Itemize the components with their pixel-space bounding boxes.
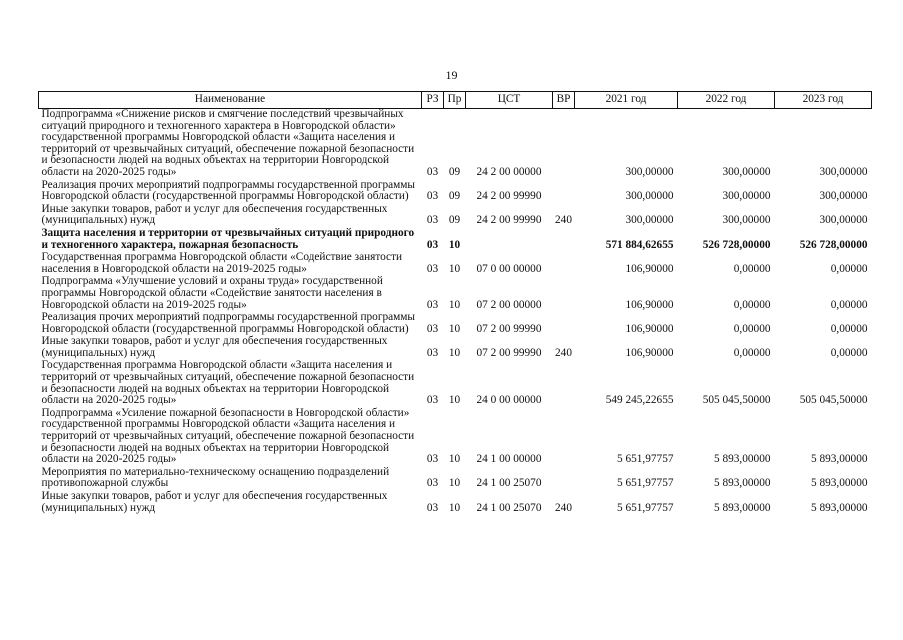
table-row — [39, 467, 872, 491]
row-2021: 571 884,62655 — [605, 238, 674, 251]
row-cst: 07 2 00 99990 — [476, 346, 542, 359]
table-row — [39, 336, 872, 360]
row-cst — [466, 228, 553, 252]
row-name: Защита населения и территории от чрезвычайных ситуаций природного и техногенного характера, пожарная безопасность — [41, 226, 415, 251]
table-row-section — [39, 228, 872, 252]
row-pr: 10 — [448, 394, 461, 407]
row-name: Государственная программа Новгородской области «Защита населения и территорий от чрезвычайных ситуаций, обеспечение пожарной безопасности и безопасности людей на водных объектах на территории Новгородской области на 2020-2025 годы» — [41, 359, 415, 407]
row-pr: 10 — [448, 453, 461, 466]
row-2021: 300,00000 — [625, 214, 674, 227]
row-2021: 300,00000 — [625, 165, 674, 178]
row-2022: 505 045,50000 — [702, 394, 771, 407]
row-2021: 106,90000 — [625, 298, 674, 311]
row-name: Иные закупки товаров, работ и услуг для обеспечения государственных (муниципальных) нужд — [41, 490, 388, 514]
row-2021: 106,90000 — [625, 322, 674, 335]
row-2022: 300,00000 — [722, 214, 771, 227]
row-vr — [553, 180, 575, 204]
header-2021: 2021 год — [575, 92, 678, 109]
row-vr: 240 — [555, 501, 572, 514]
table-row — [39, 252, 872, 276]
row-vr — [553, 408, 575, 467]
row-cst: 07 2 00 00000 — [476, 298, 542, 311]
row-2021: 106,90000 — [625, 262, 674, 275]
table-header-row — [39, 92, 872, 109]
row-2022: 0,00000 — [733, 322, 771, 335]
row-rz: 03 — [426, 190, 439, 203]
row-rz: 03 — [426, 477, 439, 490]
row-pr: 10 — [448, 238, 461, 251]
row-2022: 0,00000 — [733, 262, 771, 275]
row-2021: 5 651,97757 — [617, 477, 674, 490]
row-name: Подпрограмма «Снижение рисков и смягчение последствий чрезвычайных ситуаций природного и техногенного характера в Новгородской области» государственной программы Новгородской области «Защита населения и территорий от чрезвычайных ситуаций, обеспечение пожарной безопасности и безопасности людей на водных объектах на территории Новгородской области на 2020-2025 годы» — [41, 108, 415, 178]
row-rz: 03 — [426, 322, 439, 335]
row-pr: 09 — [448, 190, 461, 203]
header-rz: РЗ — [422, 92, 444, 109]
row-name: Иные закупки товаров, работ и услуг для обеспечения государственных (муниципальных) нужд — [41, 202, 388, 227]
page-number: 19 — [445, 68, 458, 82]
row-2023: 300,00000 — [819, 190, 868, 203]
row-2023: 0,00000 — [830, 322, 868, 335]
table-row — [39, 109, 872, 180]
row-vr: 240 — [555, 346, 572, 359]
row-rz: 03 — [426, 238, 439, 251]
row-2021: 300,00000 — [625, 190, 674, 203]
header-2022: 2022 год — [678, 92, 775, 109]
header-name: Наименование — [39, 92, 422, 109]
row-vr — [553, 252, 575, 276]
row-2022: 300,00000 — [722, 165, 771, 178]
row-2022: 300,00000 — [722, 190, 771, 203]
row-name: Реализация прочих мероприятий подпрограммы государственной программы Новгородской области (государственной программы Новгородской области) — [41, 178, 415, 203]
row-name: Государственная программа Новгородской области «Содействие занятости населения в Новгородской области на 2019-2025 годы» — [41, 251, 403, 275]
row-cst: 24 1 00 25070 — [476, 501, 542, 514]
row-2021: 106,90000 — [625, 346, 674, 359]
row-2021: 549 245,22655 — [605, 394, 674, 407]
row-pr: 10 — [448, 298, 461, 311]
row-pr: 10 — [448, 262, 461, 275]
row-2023: 0,00000 — [830, 298, 868, 311]
row-2023: 526 728,00000 — [799, 238, 868, 251]
row-name: Реализация прочих мероприятий подпрограммы государственной программы Новгородской области (государственной программы Новгородской области) — [41, 311, 415, 335]
table-row — [39, 180, 872, 204]
row-rz: 03 — [426, 165, 439, 178]
row-2023: 300,00000 — [819, 214, 868, 227]
table-row — [39, 204, 872, 228]
row-vr — [553, 276, 575, 312]
row-2022: 0,00000 — [733, 298, 771, 311]
row-name: Подпрограмма «Улучшение условий и охраны труда» государственной программы Новгородской области «Содействие занятости населения в Новгородской области на 2019-2025 годы» — [41, 275, 383, 311]
table-row — [39, 491, 872, 515]
row-pr: 10 — [448, 477, 461, 490]
table-row — [39, 360, 872, 407]
row-2023: 0,00000 — [830, 262, 868, 275]
row-cst: 24 1 00 00000 — [476, 453, 542, 466]
row-rz: 03 — [426, 453, 439, 466]
row-pr: 09 — [448, 165, 461, 178]
row-cst: 24 2 00 99990 — [476, 190, 542, 203]
row-vr — [553, 228, 575, 252]
row-2022: 0,00000 — [733, 346, 771, 359]
row-cst: 24 1 00 25070 — [476, 477, 542, 490]
table-row — [39, 312, 872, 336]
row-vr — [553, 312, 575, 336]
row-cst: 24 2 00 00000 — [476, 165, 542, 178]
row-2023: 505 045,50000 — [799, 394, 868, 407]
row-rz: 03 — [426, 346, 439, 359]
row-name: Подпрограмма «Усиление пожарной безопасности в Новгородской области» государственной программы Новгородской области «Защита населения и территорий от чрезвычайных ситуаций, обеспечение пожарной безопасности и безопасности людей на водных объектах на территории Новгородской области на 2020-2025 годы» — [41, 406, 415, 466]
row-2023: 5 893,00000 — [811, 453, 868, 466]
table-row — [39, 408, 872, 467]
header-vr: ВР — [553, 92, 575, 109]
header-pr: Пр — [444, 92, 466, 109]
row-cst: 07 0 00 00000 — [476, 262, 542, 275]
row-2022: 5 893,00000 — [714, 501, 771, 514]
row-name: Мероприятия по материально-техническому оснащению подразделений противопожарной службы — [41, 465, 390, 490]
header-2023: 2023 год — [775, 92, 872, 109]
row-2023: 5 893,00000 — [811, 477, 868, 490]
row-2021: 5 651,97757 — [617, 501, 674, 514]
row-pr: 10 — [448, 322, 461, 335]
row-2022: 5 893,00000 — [714, 477, 771, 490]
row-rz: 03 — [426, 394, 439, 407]
row-2023: 300,00000 — [819, 165, 868, 178]
row-cst: 24 2 00 99990 — [476, 214, 542, 227]
row-vr: 240 — [555, 214, 572, 227]
row-rz: 03 — [426, 262, 439, 275]
row-2023: 0,00000 — [830, 346, 868, 359]
row-cst: 24 0 00 00000 — [476, 394, 542, 407]
row-pr: 10 — [448, 346, 461, 359]
row-cst: 07 2 00 99990 — [476, 322, 542, 335]
row-vr — [553, 467, 575, 491]
header-cst: ЦСТ — [466, 92, 553, 109]
row-rz: 03 — [426, 501, 439, 514]
row-rz: 03 — [426, 298, 439, 311]
row-vr — [553, 109, 575, 180]
row-2022: 5 893,00000 — [714, 453, 771, 466]
row-2021: 5 651,97757 — [617, 453, 674, 466]
row-rz: 03 — [426, 214, 439, 227]
table-row — [39, 276, 872, 312]
row-name: Иные закупки товаров, работ и услуг для обеспечения государственных (муниципальных) нужд — [41, 335, 388, 359]
budget-table — [38, 91, 872, 515]
row-pr: 10 — [448, 501, 461, 514]
row-vr — [553, 360, 575, 407]
row-2023: 5 893,00000 — [811, 501, 868, 514]
row-pr: 09 — [448, 214, 461, 227]
row-2022: 526 728,00000 — [702, 238, 771, 251]
